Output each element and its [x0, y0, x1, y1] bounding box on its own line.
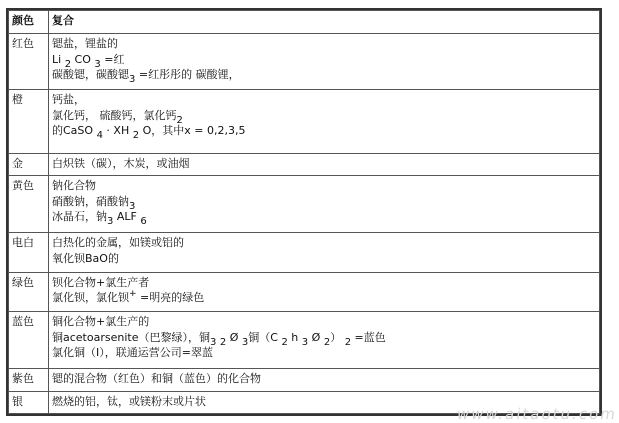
compound-line: Li $_2$ CO $_3$ =红 [52, 52, 125, 70]
compound-line: 钙盐， [52, 93, 85, 107]
header-compound: 复合 [49, 11, 600, 34]
color-cell: 蓝色 [9, 312, 49, 369]
header-row [9, 11, 600, 34]
compound-line: 铜化合物+氯生产的 [52, 315, 150, 329]
color-cell: 红色 [9, 34, 49, 90]
compound-cell [49, 272, 600, 311]
header-color: 颜色 [9, 11, 49, 34]
table-row [9, 34, 600, 90]
table-row [9, 312, 600, 369]
compound-line: 硝酸钠，硝酸钠$_3$ [52, 194, 136, 212]
compound-cell [49, 369, 600, 391]
compound-line: 碳酸锶，碳酸锶$_3$ =红彤彤的 碳酸锂， [52, 68, 240, 85]
table-row [9, 176, 600, 233]
color-cell: 金 [9, 153, 49, 175]
table-row [9, 153, 600, 175]
color-cell: 橙 [9, 90, 49, 154]
compound-line: 锶盐，锂盐的 [52, 37, 118, 50]
compound-cell [49, 176, 600, 233]
table-row [9, 233, 600, 272]
color-compound-table-frame [6, 8, 602, 416]
compound-line: 白炽铁（碳），木炭，或油烟 [52, 156, 190, 170]
compound-line: 氯化铜（I），联通运营公司=翠蓝 [52, 346, 213, 360]
compound-line: 钠化合物 [52, 179, 96, 193]
table-row [9, 90, 600, 154]
compound-line: 铜acetoarsenite（巴黎绿），铜$_3$ $_2$ Ø $_3$铜（C $_2$ h $_3$ Ø $_2$） $_2$ =蓝色 [52, 330, 386, 348]
compound-cell [49, 153, 600, 175]
compound-line: 冰晶石，钠$_3$ ALF $_6$ [52, 210, 147, 228]
compound-cell [49, 312, 600, 369]
compound-line: 氯化钙， 硫酸钙，氯化钙$_2$ [52, 108, 183, 126]
compound-line: 氯化钡，氯化钡+ =明亮的绿色 [52, 289, 205, 305]
color-cell: 电白 [9, 233, 49, 272]
compound-cell [49, 233, 600, 272]
color-cell: 银 [9, 391, 49, 414]
watermark: www.aitaotu.com [455, 405, 619, 423]
compound-cell [49, 90, 600, 154]
color-cell: 绿色 [9, 272, 49, 311]
table-row [9, 369, 600, 391]
compound-line: 锶的混合物（红色）和铜（蓝色）的化合物 [52, 372, 261, 386]
compound-line: 的CaSO $_4$ · XH $_2$ O，其中x = 0,2,3,5 [52, 124, 246, 142]
color-cell: 紫色 [9, 369, 49, 391]
table-row [9, 272, 600, 311]
compound-cell [49, 34, 600, 90]
compound-line: 氧化钡BaO的 [52, 251, 119, 265]
color-cell: 黄色 [9, 176, 49, 233]
compound-line: 燃烧的铝，钛，或镁粉末或片状 [52, 394, 206, 408]
compound-line: 钡化合物+氯生产者 [52, 275, 150, 289]
compound-line: 白热化的金属，如镁或铝的 [52, 236, 184, 250]
color-compound-table [8, 10, 600, 414]
